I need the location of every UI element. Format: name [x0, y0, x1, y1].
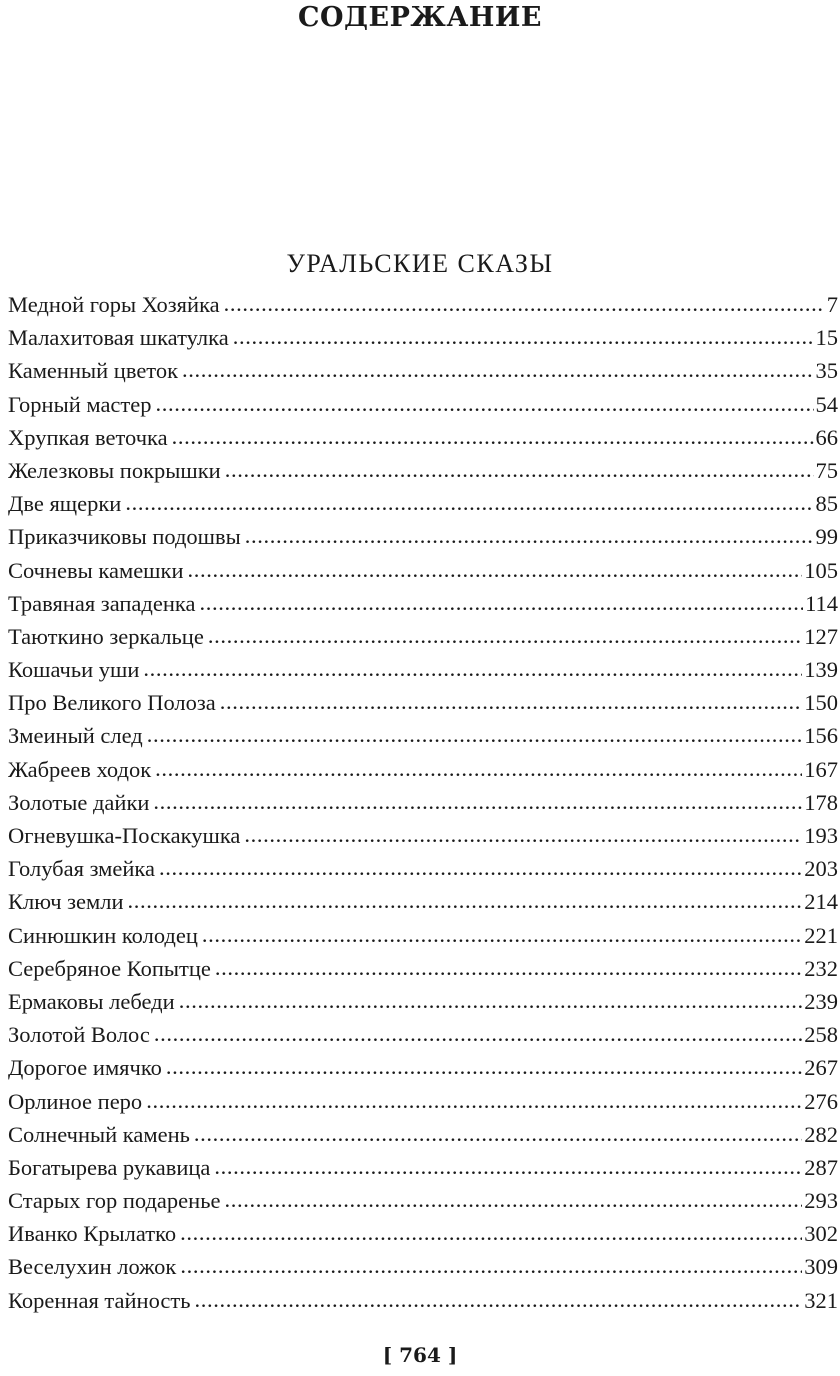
- toc-entry-page: 178: [804, 789, 838, 815]
- toc-entry: [8, 354, 838, 387]
- toc-entry-title: Орлиное перо: [8, 1088, 143, 1114]
- toc-entry: [8, 1085, 838, 1118]
- toc-entry: [8, 554, 838, 587]
- toc-entry-page: 193: [804, 823, 838, 848]
- toc-entry-title: Каменный цветок: [8, 358, 179, 384]
- toc-dot-leader: [244, 818, 802, 851]
- toc-dot-leader: [224, 1183, 802, 1216]
- toc-entry: [8, 1250, 838, 1283]
- page-number: [ 764 ]: [382, 1343, 458, 1367]
- toc-entry-page: 167: [804, 756, 838, 782]
- toc-entry: [8, 1118, 838, 1151]
- toc-entry-page: 287: [804, 1154, 838, 1180]
- toc-entry: [8, 1151, 838, 1184]
- toc-entry: [8, 454, 838, 487]
- toc-entry-page: 267: [804, 1055, 838, 1081]
- toc-dot-leader: [225, 453, 814, 486]
- toc-dot-leader: [180, 1216, 802, 1249]
- toc-dot-leader: [214, 1150, 802, 1183]
- toc-entry: [8, 321, 838, 354]
- toc-dot-leader: [155, 387, 813, 420]
- toc-entry-title: Кошачьи уши: [8, 657, 140, 683]
- toc-entry-title: Серебряное Копытце: [8, 955, 211, 981]
- toc-entry-title: Синюшкин колодец: [8, 922, 198, 948]
- toc-dot-leader: [125, 486, 813, 519]
- toc-entry-title: Змеиный след: [8, 723, 143, 749]
- table-of-contents: [8, 288, 838, 1317]
- toc-entry-page: 99: [815, 524, 838, 550]
- toc-entry: [8, 686, 838, 719]
- toc-entry-title: Малахитовая шкатулка: [8, 325, 229, 351]
- toc-entry-page: 139: [804, 657, 838, 683]
- toc-entry-page: 302: [804, 1221, 838, 1247]
- toc-entry-page: 54: [815, 391, 838, 417]
- toc-entry-page: 85: [815, 491, 838, 517]
- toc-entry-page: 75: [815, 457, 838, 483]
- toc-entry: [8, 919, 838, 952]
- toc-dot-leader: [159, 851, 802, 884]
- toc-entry-title: Приказчиковы подошвы: [8, 524, 241, 550]
- toc-dot-leader: [179, 984, 803, 1017]
- toc-entry: [8, 1184, 838, 1217]
- toc-dot-leader: [188, 553, 803, 586]
- toc-dot-leader: [220, 685, 802, 718]
- toc-entry-title: Старых гор подаренье: [8, 1188, 221, 1214]
- toc-entry-title: Медной горы Хозяйка: [8, 292, 220, 317]
- toc-dot-leader: [155, 752, 802, 785]
- toc-entry: [8, 1018, 838, 1051]
- toc-entry: [8, 786, 838, 819]
- toc-entry-title: Веселухин ложок: [8, 1254, 177, 1280]
- toc-entry: [8, 985, 838, 1018]
- toc-entry-title: Сочневы камешки: [8, 557, 184, 583]
- toc-entry-title: Солнечный камень: [8, 1121, 190, 1147]
- toc-entry: [8, 885, 838, 918]
- toc-entry-page: 66: [815, 424, 838, 450]
- toc-entry: [8, 852, 838, 885]
- toc-dot-leader: [233, 320, 814, 353]
- toc-entry-title: Железковы покрышки: [8, 457, 221, 483]
- toc-entry-page: 293: [804, 1188, 838, 1214]
- toc-dot-leader: [194, 1117, 802, 1150]
- toc-entry-page: 321: [804, 1287, 838, 1313]
- toc-entry-page: 15: [815, 325, 838, 351]
- page-title: СОДЕРЖАНИЕ: [298, 2, 542, 33]
- toc-entry-title: Иванко Крылатко: [8, 1221, 177, 1247]
- toc-entry: [8, 620, 838, 653]
- toc-entry: [8, 388, 838, 421]
- toc-entry-page: 105: [804, 557, 838, 583]
- toc-entry: [8, 952, 838, 985]
- toc-entry-page: 221: [804, 922, 838, 948]
- section-title: УРАЛЬСКИЕ СКАЗЫ: [286, 249, 554, 278]
- toc-dot-leader: [154, 1017, 802, 1050]
- toc-entry-page: 214: [804, 889, 838, 915]
- toc-entry-page: 203: [804, 856, 838, 882]
- toc-dot-leader: [199, 586, 803, 619]
- toc-entry-page: 276: [804, 1088, 838, 1114]
- toc-entry-title: Две ящерки: [8, 491, 122, 517]
- toc-entry-page: 35: [815, 358, 838, 384]
- toc-entry: [8, 520, 838, 553]
- toc-entry-page: 282: [804, 1121, 838, 1147]
- toc-entry-page: 150: [804, 690, 838, 716]
- toc-dot-leader: [147, 718, 803, 751]
- toc-dot-leader: [245, 519, 814, 552]
- toc-dot-leader: [180, 1249, 802, 1282]
- toc-entry-title: Голубая змейка: [8, 856, 155, 882]
- toc-entry-page: 156: [804, 723, 838, 749]
- toc-entry-page: 7: [826, 292, 838, 317]
- toc-entry-title: Золотой Волос: [8, 1022, 150, 1048]
- toc-entry: [8, 421, 838, 454]
- toc-entry-page: 114: [805, 590, 838, 616]
- toc-entry-title: Хрупкая веточка: [8, 424, 168, 450]
- toc-entry-title: Золотые дайки: [8, 789, 150, 815]
- toc-dot-leader: [172, 420, 814, 453]
- toc-dot-leader: [194, 1283, 802, 1316]
- toc-entry-title: Про Великого Полоза: [8, 690, 216, 716]
- toc-entry-title: Огневушка-Поскакушка: [8, 823, 241, 848]
- toc-dot-leader: [166, 1050, 802, 1083]
- toc-entry-title: Ермаковы лебеди: [8, 988, 175, 1014]
- toc-entry: [8, 753, 838, 786]
- toc-entry: [8, 653, 838, 686]
- toc-dot-leader: [224, 287, 825, 320]
- toc-dot-leader: [128, 884, 803, 917]
- toc-entry-title: Дорогое имячко: [8, 1055, 162, 1081]
- toc-entry-title: Богатырева рукавица: [8, 1154, 211, 1180]
- toc-entry-page: 258: [804, 1022, 838, 1048]
- toc-dot-leader: [146, 1084, 802, 1117]
- toc-dot-leader: [215, 951, 802, 984]
- toc-entry-page: 127: [804, 623, 838, 649]
- toc-dot-leader: [208, 619, 802, 652]
- toc-entry-title: Горный мастер: [8, 391, 152, 417]
- toc-entry-page: 232: [804, 955, 838, 981]
- toc-entry: [8, 487, 838, 520]
- toc-entry: [8, 1051, 838, 1084]
- toc-entry: [8, 1284, 838, 1317]
- toc-entry: [8, 587, 838, 620]
- toc-dot-leader: [182, 353, 813, 386]
- toc-entry-title: Жабреев ходок: [8, 756, 152, 782]
- toc-entry-title: Коренная тайность: [8, 1287, 191, 1313]
- toc-dot-leader: [153, 785, 802, 818]
- toc-entry-title: Ключ земли: [8, 889, 124, 915]
- toc-entry-title: Травяная западенка: [8, 590, 196, 616]
- toc-entry: [8, 819, 838, 852]
- toc-entry: [8, 288, 838, 321]
- toc-entry-title: Таюткино зеркальце: [8, 623, 204, 649]
- toc-dot-leader: [143, 652, 802, 685]
- toc-entry-page: 309: [804, 1254, 838, 1280]
- toc-entry: [8, 719, 838, 752]
- toc-entry-page: 239: [804, 988, 838, 1014]
- toc-entry: [8, 1217, 838, 1250]
- toc-dot-leader: [202, 918, 802, 951]
